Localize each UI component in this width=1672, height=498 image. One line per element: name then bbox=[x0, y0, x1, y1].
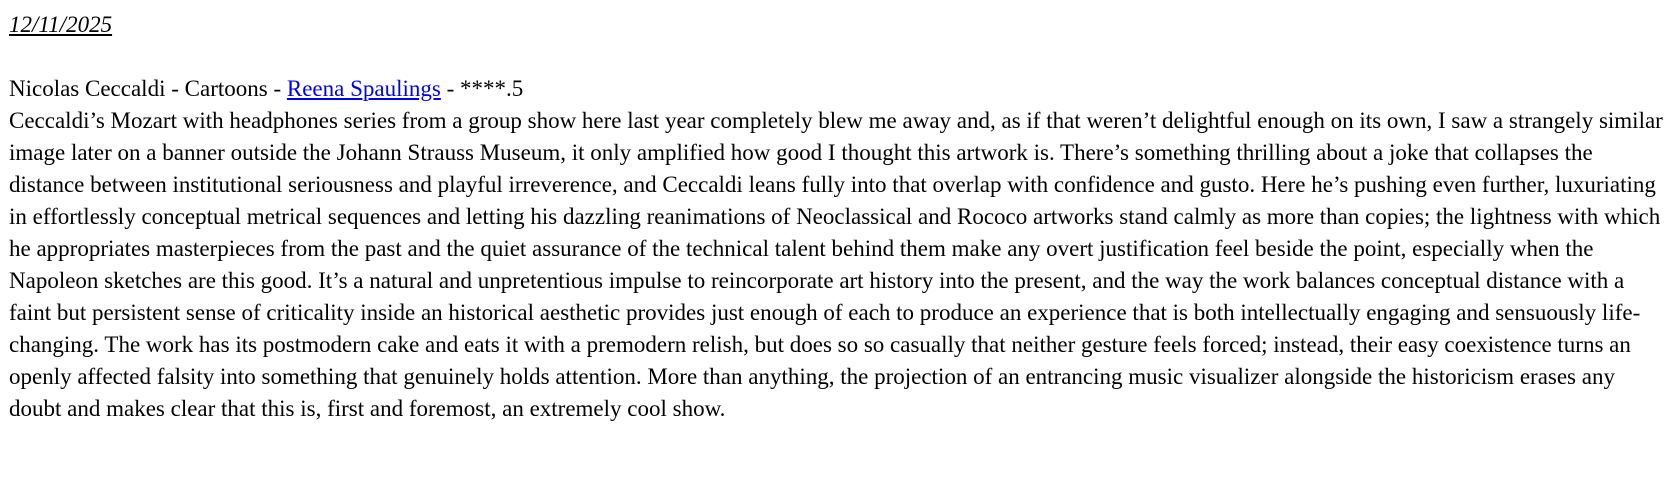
separator: - bbox=[440, 76, 460, 101]
artist-name: Nicolas Ceccaldi bbox=[9, 76, 166, 101]
separator: - bbox=[267, 76, 287, 101]
entry-date: 12/11/2025 bbox=[9, 12, 113, 37]
separator: - bbox=[165, 76, 185, 101]
entry-heading bbox=[9, 73, 1664, 105]
spacer bbox=[9, 41, 1664, 73]
gallery-link[interactable]: Reena Spaulings bbox=[286, 76, 441, 101]
show-title: Cartoons bbox=[184, 76, 268, 101]
review-text: Ceccaldi’s Mozart with headphones series from a group show here last year completely blew me away and, as if that weren’t delightful enough on its own, I saw a strangely similar image later on a banner outside the Johann Strauss Museum, it only amplified how good I thought this artwork is. There’s something thrilling about a joke that collapses the distance between institutional seriousness and playful irreverence, and Ceccaldi leans fully into that overlap with confidence and gusto. Here he’s pushing even further, luxuriating in effortlessly conceptual metrical sequences and letting his dazzling reanimations of Neoclassical and Rococo artworks stand calmly as more than copies; the lightness with which he appropriates masterpieces from the past and the quiet assurance of the technical talent behind them make any overt justification feel beside the point, especially when the Napoleon sketches are this good. It’s a natural and unpretentious impulse to reincorporate art history into the present, and the way the work balances conceptual distance with a faint but persistent sense of criticality inside an historical aesthetic provides just enough of each to produce an experience that is both intellectually engaging and sensuously life-changing. The work has its postmodern cake and eats it with a premodern relish, but does so so casually that neither gesture feels forced; instead, their easy coexistence turns an openly affected falsity into something that genuinely holds attention. More than anything, the projection of an entrancing music visualizer alongside the historicism erases any doubt and makes clear that this is, first and foremost, an extremely cool show. bbox=[9, 108, 1663, 421]
review-entry bbox=[9, 9, 1664, 425]
rating: ****.5 bbox=[460, 76, 524, 101]
